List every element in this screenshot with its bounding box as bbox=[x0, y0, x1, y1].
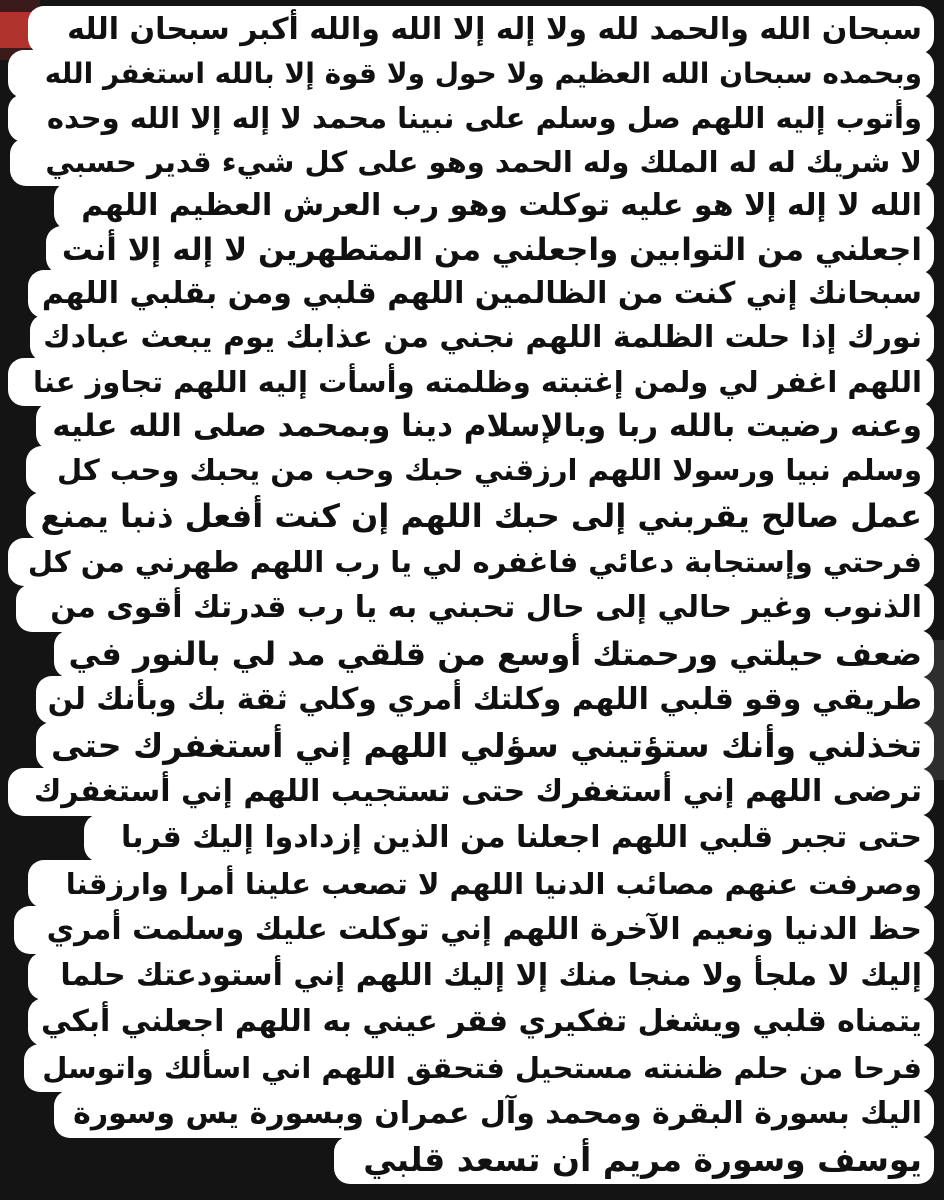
text-line-20: وصرفت عنهم مصائب الدنيا اللهم لا تصعب علينا أمرا وارزقنا bbox=[28, 860, 934, 908]
text-line-3: وأتوب إليه اللهم صل وسلم على نبينا محمد لا إله إلا الله وحده bbox=[8, 94, 934, 142]
text-line-24: فرحا من حلم ظننته مستحيل فتحقق اللهم اني اسألك واتوسل bbox=[24, 1044, 934, 1092]
text-line-1: سبحان الله والحمد لله ولا إله إلا الله والله أكبر سبحان الله bbox=[28, 6, 934, 54]
text-line-22: إليك لا ملجأ ولا منجا منك إلا إليك اللهم إني أستودعتك حلما bbox=[28, 952, 934, 1000]
text-line-16: طريقي وقو قلبي اللهم وكلتك أمري وكلي ثقة بك وبأنك لن bbox=[36, 676, 934, 724]
text-line-5: الله لا إله إلا هو عليه توكلت وهو رب العرش العظيم اللهم bbox=[54, 182, 934, 230]
text-line-19: حتى تجبر قلبي اللهم اجعلنا من الذين إزدادوا إليك قربا bbox=[84, 814, 934, 862]
text-line-13: فرحتي وإستجابة دعائي فاغفره لي يا رب اللهم طهرني من كل bbox=[8, 538, 934, 586]
text-line-11: وسلم نبيا ورسولا اللهم ارزقني حبك وحب من يحبك وحب كل bbox=[26, 446, 934, 494]
text-line-10: وعنه رضيت بالله ربا وبالإسلام دينا وبمحمد صلى الله عليه bbox=[36, 402, 934, 450]
text-line-9: اللهم اغفر لي ولمن إغتبته وظلمته وأسأت إليه اللهم تجاوز عنا bbox=[8, 358, 934, 406]
text-line-6: اجعلني من التوابين واجعلني من المتطهرين لا إله إلا أنت bbox=[46, 226, 934, 274]
text-line-15: ضعف حيلتي ورحمتك أوسع من قلقي مد لي بالنور في bbox=[54, 630, 934, 678]
text-line-21: حظ الدنيا ونعيم الآخرة اللهم إني توكلت عليك وسلمت أمري bbox=[14, 906, 934, 954]
text-line-26: يوسف وسورة مريم أن تسعد قلبي bbox=[334, 1136, 934, 1184]
text-line-4: لا شريك له له الملك وله الحمد وهو على كل شيء قدير حسبي bbox=[10, 138, 934, 186]
text-line-8: نورك إذا حلت الظلمة اللهم نجني من عذابك يوم يبعث عبادك bbox=[30, 314, 934, 362]
text-line-25: اليك بسورة البقرة ومحمد وآل عمران وبسورة يس وسورة bbox=[54, 1090, 934, 1138]
text-line-12: عمل صالح يقربني إلى حبك اللهم إن كنت أفعل ذنبا يمنع bbox=[26, 492, 934, 540]
text-line-23: يتمناه قلبي ويشغل تفكيري فقر عيني به اللهم اجعلني أبكي bbox=[28, 998, 934, 1046]
text-line-17: تخذلني وأنك ستؤتيني سؤلي اللهم إني أستغفرك حتى bbox=[36, 722, 934, 770]
text-line-7: سبحانك إني كنت من الظالمين اللهم قلبي ومن بقلبي اللهم bbox=[28, 270, 934, 318]
text-line-18: ترضى اللهم إني أستغفرك حتى تستجيب اللهم إني أستغفرك bbox=[8, 768, 934, 816]
text-line-2: وبحمده سبحان الله العظيم ولا حول ولا قوة إلا بالله استغفر الله bbox=[8, 50, 934, 98]
text-line-14: الذنوب وغير حالي إلى حال تحبني به يا رب قدرتك أقوى من bbox=[16, 584, 934, 632]
